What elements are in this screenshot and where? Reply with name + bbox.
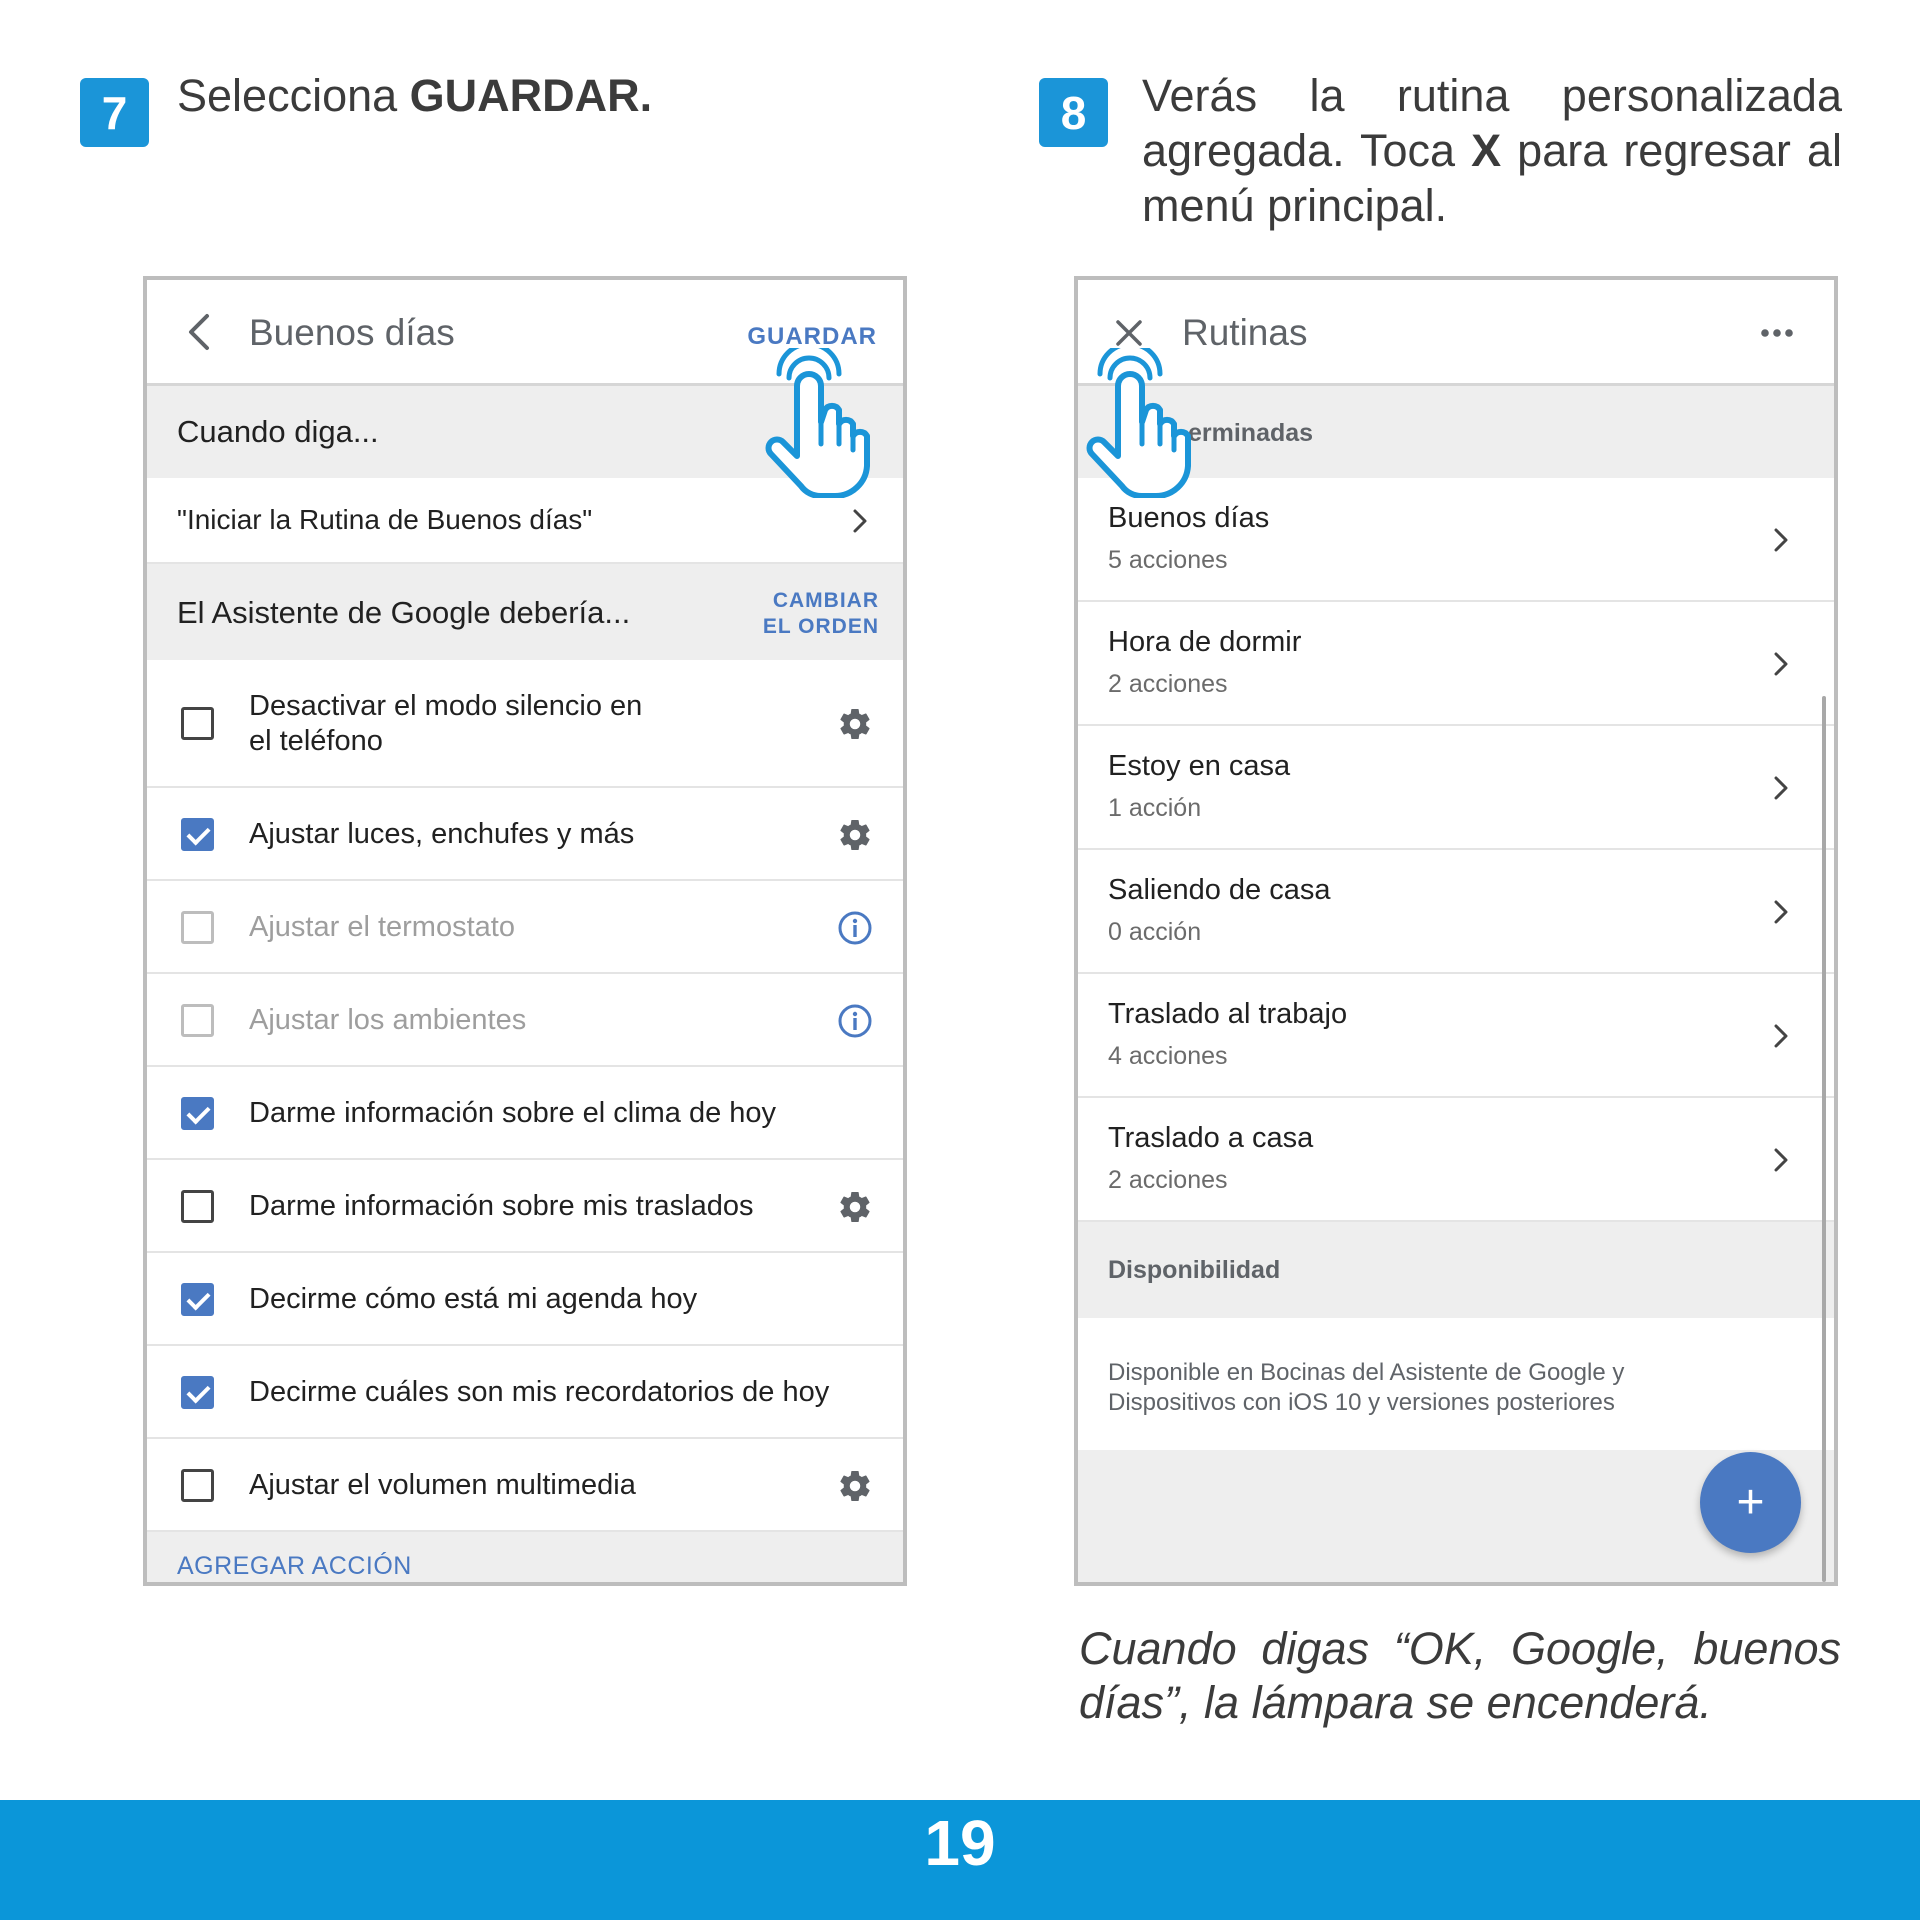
action-row[interactable] [147, 881, 903, 974]
more-horizontal-icon[interactable] [1760, 328, 1794, 338]
availability-header: Disponibilidad [1108, 1256, 1281, 1284]
plus-icon: + [1736, 1475, 1765, 1529]
touch-hand-icon [757, 348, 877, 498]
chevron-right-icon [1768, 651, 1794, 677]
routine-item[interactable] [1078, 602, 1834, 726]
availability-text [1108, 1358, 1624, 1418]
action-row[interactable] [147, 1439, 903, 1532]
result-caption: Cuando digas “OK, Google, buenos días”, la lámpara se encenderá. [1079, 1623, 1841, 1728]
action-row[interactable] [147, 1160, 903, 1253]
chevron-right-icon [847, 508, 873, 534]
scrollbar[interactable] [1822, 696, 1826, 1582]
routines-list-screen [1074, 276, 1838, 1586]
action-row[interactable] [147, 1067, 903, 1160]
action-label-line1: Desactivar el modo silencio en [249, 690, 643, 722]
step-8-badge: 8 [1039, 78, 1108, 147]
availability-line2: Dispositivos con iOS 10 y versiones posteriores [1108, 1389, 1615, 1416]
add-action-button[interactable]: AGREGAR ACCIÓN [177, 1552, 412, 1580]
action-row[interactable] [147, 1253, 903, 1346]
gear-icon[interactable] [837, 1468, 873, 1504]
action-checkbox[interactable] [181, 1469, 214, 1502]
trigger-phrase: "Iniciar la Rutina de Buenos días" [177, 504, 593, 535]
routine-name: Estoy en casa [1108, 750, 1291, 782]
action-row[interactable] [147, 660, 903, 788]
assistant-header: El Asistente de Google debería... [177, 595, 631, 630]
predetermined-header: erminadas [1188, 419, 1314, 447]
action-row[interactable] [147, 1346, 903, 1439]
action-checkbox-checked[interactable] [181, 1097, 214, 1130]
step-7-bold: GUARDAR. [409, 70, 653, 121]
action-checkbox-checked[interactable] [181, 818, 214, 851]
back-arrow-icon[interactable] [185, 312, 215, 352]
action-checkbox-disabled [181, 911, 214, 944]
action-label: Darme información sobre el clima de hoy [249, 1097, 777, 1129]
action-label: Darme información sobre mis traslados [249, 1190, 754, 1222]
change-order-button[interactable] [763, 588, 879, 640]
routine-name: Traslado al trabajo [1108, 998, 1348, 1030]
routine-count: 2 acciones [1108, 1166, 1228, 1194]
step-7-badge: 7 [80, 78, 149, 147]
gear-icon[interactable] [837, 817, 873, 853]
routine-name: Traslado a casa [1108, 1122, 1314, 1154]
chevron-right-icon [1768, 775, 1794, 801]
add-routine-button[interactable] [1700, 1452, 1801, 1553]
routine-name: Hora de dormir [1108, 626, 1302, 658]
availability-line1: Disponible en Bocinas del Asistente de Google y [1108, 1359, 1625, 1386]
step-8-text-b: para regresar al menú principal. [1142, 125, 1842, 231]
routine-item[interactable] [1078, 726, 1834, 850]
add-action-section [147, 1532, 903, 1586]
action-row[interactable] [147, 974, 903, 1067]
action-checkbox-checked[interactable] [181, 1376, 214, 1409]
action-label [249, 689, 642, 759]
step-8-bold: X [1471, 125, 1502, 176]
step-8-instruction [1142, 68, 1842, 233]
action-label: Decirme cuáles son mis recordatorios de hoy [249, 1376, 830, 1408]
action-label: Ajustar luces, enchufes y más [249, 818, 635, 850]
action-label-line2: el teléfono [249, 725, 383, 757]
info-icon[interactable] [837, 910, 873, 946]
availability-section [1078, 1222, 1834, 1318]
step-8-text-a: Verás la rutina personalizada agregada. Toca [1142, 70, 1842, 176]
routine-count: 5 acciones [1108, 546, 1228, 574]
step-7-instruction [177, 68, 877, 123]
change-order-line2: EL ORDEN [762, 615, 879, 638]
action-label: Decirme cómo está mi agenda hoy [249, 1283, 698, 1315]
action-label: Ajustar los ambientes [249, 1004, 527, 1036]
action-checkbox-checked[interactable] [181, 1283, 214, 1316]
routine-editor-screen [143, 276, 907, 1586]
gear-icon[interactable] [837, 706, 873, 742]
action-label: Ajustar el termostato [249, 911, 515, 943]
screen-title: Buenos días [249, 312, 455, 353]
chevron-right-icon [1768, 1147, 1794, 1173]
action-checkbox[interactable] [181, 707, 214, 740]
touch-hand-icon [1078, 348, 1198, 498]
chevron-right-icon [1768, 899, 1794, 925]
action-checkbox-disabled [181, 1004, 214, 1037]
routine-count: 1 acción [1108, 794, 1202, 822]
change-order-line1: CAMBIAR [772, 589, 879, 612]
routine-count: 0 acción [1108, 918, 1202, 946]
page-number: 19 [924, 1807, 996, 1879]
screen-title: Rutinas [1182, 312, 1308, 353]
routine-item[interactable] [1078, 1098, 1834, 1222]
routine-name: Saliendo de casa [1108, 874, 1331, 906]
routine-count: 2 acciones [1108, 670, 1228, 698]
info-icon[interactable] [837, 1003, 873, 1039]
chevron-right-icon [1768, 527, 1794, 553]
close-icon[interactable] [1114, 318, 1144, 348]
routine-name: Buenos días [1108, 502, 1270, 534]
save-button[interactable]: GUARDAR [747, 323, 877, 350]
availability-info [1078, 1318, 1834, 1450]
assistant-section [147, 564, 903, 660]
chevron-right-icon [1768, 1023, 1794, 1049]
routine-item[interactable] [1078, 850, 1834, 974]
action-row[interactable] [147, 788, 903, 881]
action-checkbox[interactable] [181, 1190, 214, 1223]
routine-item[interactable] [1078, 974, 1834, 1098]
action-label: Ajustar el volumen multimedia [249, 1469, 636, 1501]
routine-count: 4 acciones [1108, 1042, 1228, 1070]
when-say-header: Cuando diga... [177, 414, 379, 449]
step-7-text: Selecciona [177, 70, 410, 121]
gear-icon[interactable] [837, 1189, 873, 1225]
